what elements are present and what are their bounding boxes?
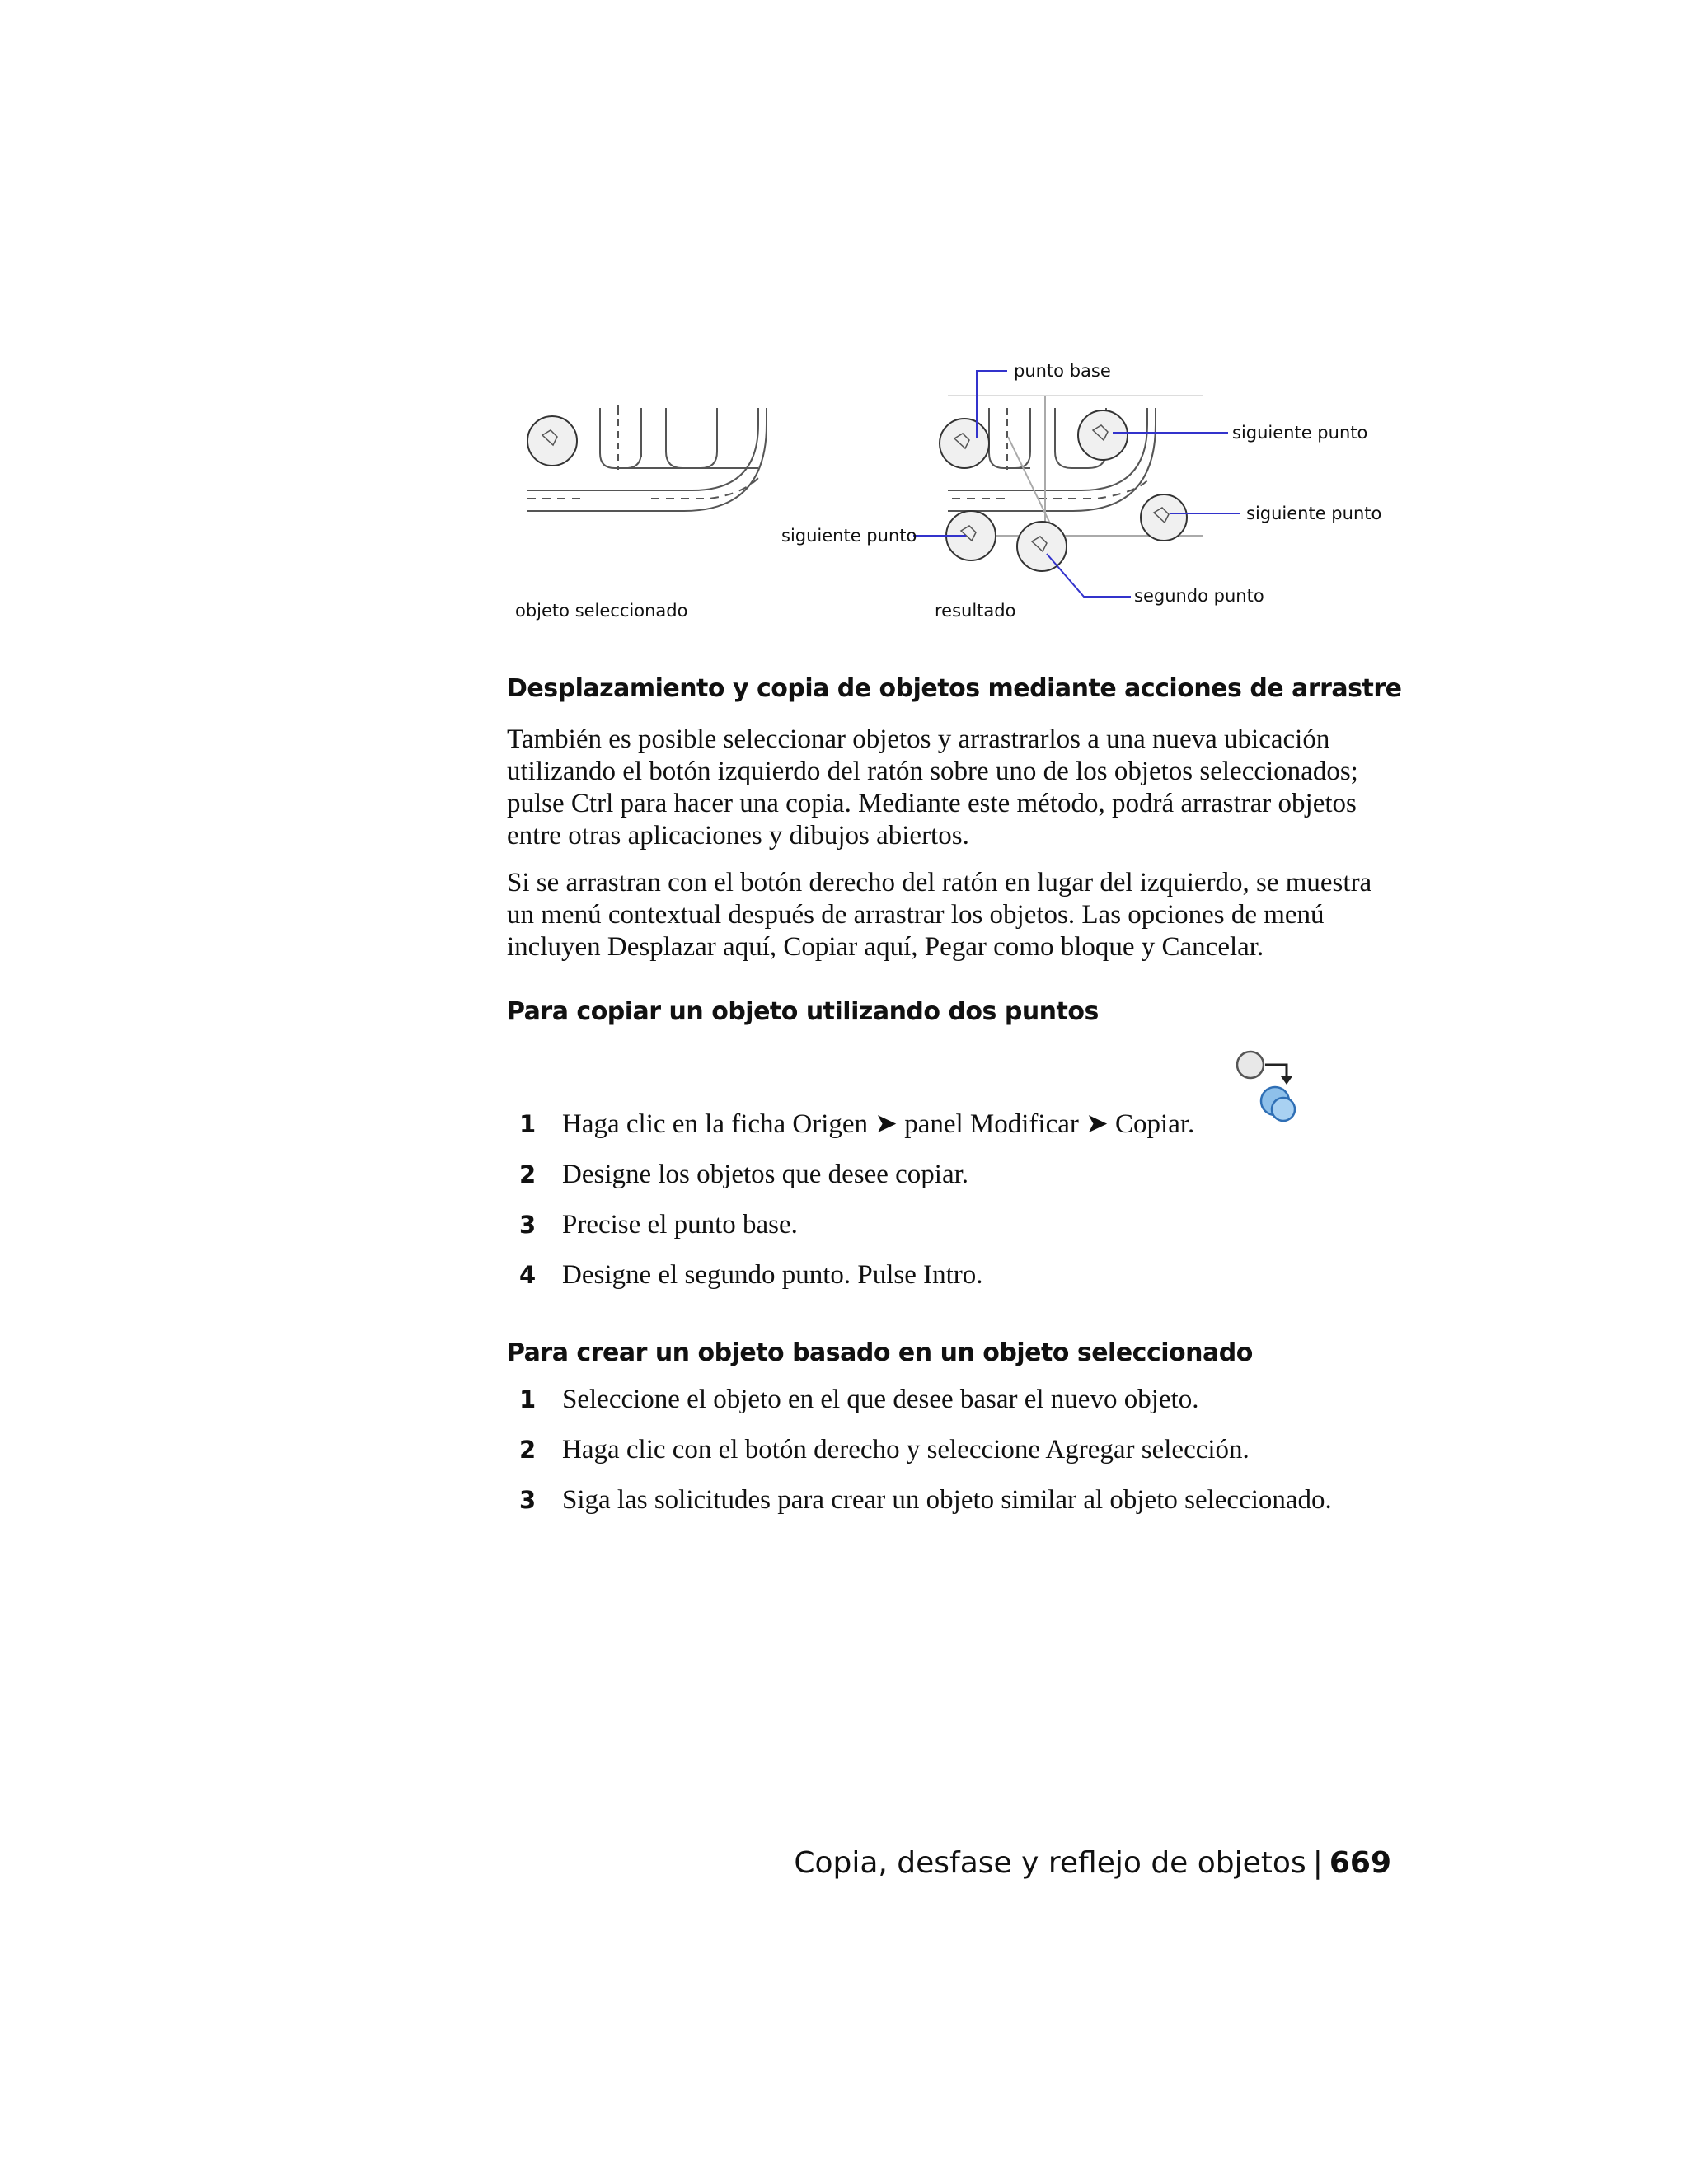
label-selected-object: objeto seleccionado xyxy=(515,601,688,621)
label-base-point: punto base xyxy=(1014,361,1111,381)
step-number: 1 xyxy=(519,1385,537,1413)
step-text: Haga clic en la ficha Origen ➤ panel Modificar ➤ Copiar. xyxy=(562,1109,1195,1139)
label-result: resultado xyxy=(935,601,1016,621)
step-text: Designe el segundo punto. Pulse Intro. xyxy=(562,1260,983,1290)
section-heading-copy-two-points: Para copiar un objeto utilizando dos puntos xyxy=(507,997,1099,1026)
section-heading-drag: Desplazamiento y copia de objetos mediante acciones de arrastre xyxy=(507,674,1402,703)
label-next-point-1: siguiente punto xyxy=(1232,423,1368,443)
step-number: 3 xyxy=(519,1211,537,1239)
step-number: 2 xyxy=(519,1160,537,1188)
paragraph-right-drag: Si se arrastran con el botón derecho del ratón en lugar del izquierdo, se muestra un menú contextual después de arrastrar los objetos. Las opciones de menú incluyen Desplazar aquí, Copiar aquí, Pegar como bloque y Cancelar. xyxy=(507,868,1372,962)
list-item xyxy=(519,1383,1409,1416)
page-number: 669 xyxy=(1329,1846,1391,1880)
step-text: Siga las solicitudes para crear un objeto similar al objeto seleccionado. xyxy=(562,1485,1332,1515)
label-next-point-3: siguiente punto xyxy=(781,526,917,546)
step-number: 2 xyxy=(519,1436,537,1464)
step-text: Seleccione el objeto en el que desee basar el nuevo objeto. xyxy=(562,1385,1199,1414)
list-item xyxy=(519,1258,1409,1291)
list-item xyxy=(519,1158,1409,1191)
step-number: 4 xyxy=(519,1261,537,1289)
list-item xyxy=(519,1208,1409,1241)
label-second-point: segundo punto xyxy=(1134,586,1264,606)
page-footer xyxy=(794,1846,1391,1880)
footer-separator: | xyxy=(1312,1846,1323,1880)
footer-chapter-title: Copia, desfase y reflejo de objetos xyxy=(794,1846,1306,1880)
step-text: Haga clic con el botón derecho y seleccione Agregar selección. xyxy=(562,1435,1250,1465)
step-text: Precise el punto base. xyxy=(562,1210,798,1240)
list-item xyxy=(519,1108,1409,1141)
step-text: Designe los objetos que desee copiar. xyxy=(562,1160,969,1189)
step-number: 3 xyxy=(519,1486,537,1514)
paragraph-drag-description: También es posible seleccionar objetos y arrastrarlos a una nueva ubicación utilizando el botón izquierdo del ratón sobre uno de los objetos seleccionados; pulse Ctrl para hacer una copia. Mediante este método, podrá arrastrar objetos entre otras aplicaciones y dibujos abiertos. xyxy=(507,724,1358,851)
list-item xyxy=(519,1433,1409,1466)
list-item xyxy=(519,1483,1409,1516)
step-number: 1 xyxy=(519,1110,537,1138)
section-heading-create-from-selected: Para crear un objeto basado en un objeto seleccionado xyxy=(507,1338,1253,1367)
label-next-point-2: siguiente punto xyxy=(1246,504,1382,523)
copy-illustration xyxy=(495,346,1418,635)
